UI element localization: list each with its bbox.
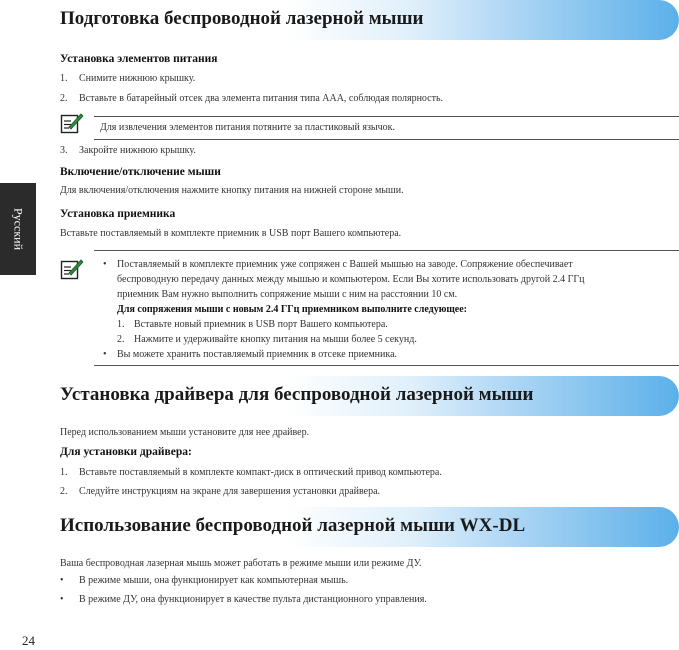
- step-number: 1.: [117, 319, 125, 330]
- section-title-preparation: Подготовка беспроводной лазерной мыши: [60, 8, 424, 29]
- page-number: 24: [22, 633, 35, 648]
- battery-step-1: Снимите нижнюю крышку.: [79, 73, 196, 84]
- section-header-usage: [46, 507, 679, 547]
- step-number: 2.: [60, 486, 68, 497]
- note-divider-top: [94, 250, 679, 251]
- pairing-step-1: Вставьте новый приемник в USB порт Вашего компьютера.: [134, 319, 388, 330]
- battery-step-2: Вставьте в батарейный отсек два элемента питания типа AAA, соблюдая полярность.: [79, 93, 444, 104]
- section-title-usage: Использование беспроводной лазерной мыши WX-DL: [60, 515, 526, 536]
- receiver-note-line-2: беспроводную передачу данных между мышью и компьютером. Если Вы хотите использовать другой 2.4 ГГц: [117, 274, 585, 285]
- step-number: 2.: [60, 93, 68, 104]
- note-icon: [60, 258, 84, 280]
- heading-power: Включение/отключение мыши: [60, 166, 221, 178]
- driver-intro: Перед использованием мыши установите для нее драйвер.: [60, 427, 310, 438]
- heading-driver-install: Для установки драйвера:: [60, 446, 192, 458]
- receiver-note-bold: Для сопряжения мыши с новым 2.4 ГГц приемником выполните следующее:: [117, 304, 467, 315]
- language-label: Русский: [11, 208, 26, 250]
- bullet-marker: •: [60, 575, 64, 586]
- heading-battery: Установка элементов питания: [60, 53, 218, 65]
- usage-intro: Ваша беспроводная лазерная мышь может работать в режиме мыши или режиме ДУ.: [60, 558, 422, 569]
- receiver-note-line-1: Поставляемый в комплекте приемник уже сопряжен с Вашей мышью на заводе. Сопряжение обеспечивает: [117, 259, 573, 270]
- pairing-step-2: Нажмите и удерживайте кнопку питания на мыши более 5 секунд.: [134, 334, 417, 345]
- battery-step-3: Закройте нижнюю крышку.: [79, 145, 196, 156]
- battery-note-text: Для извлечения элементов питания потяните за пластиковый язычок.: [100, 122, 396, 133]
- step-number: 2.: [117, 334, 125, 345]
- receiver-text: Вставьте поставляемый в комплекте приемник в USB порт Вашего компьютера.: [60, 228, 402, 239]
- note-divider-bottom: [94, 365, 679, 366]
- language-side-tab: [0, 183, 36, 275]
- note-icon: [60, 112, 84, 134]
- driver-step-1: Вставьте поставляемый в комплекте компакт-диск в оптический привод компьютера.: [79, 467, 442, 478]
- receiver-note-bullet-2: Вы можете хранить поставляемый приемник в отсеке приемника.: [117, 349, 398, 360]
- bullet-marker: •: [103, 349, 107, 360]
- usage-bullet-2: В режиме ДУ, она функционирует в качестве пульта дистанционного управления.: [79, 594, 427, 605]
- heading-receiver: Установка приемника: [60, 208, 176, 220]
- section-header-preparation: [46, 0, 679, 40]
- step-number: 3.: [60, 145, 68, 156]
- usage-bullet-1: В режиме мыши, она функционирует как компьютерная мышь.: [79, 575, 349, 586]
- bullet-marker: •: [60, 594, 64, 605]
- note-divider-top: [94, 116, 679, 117]
- receiver-note-line-3: приемник Вам нужно выполнить сопряжение мыши с ним на расстоянии 10 см.: [117, 289, 458, 300]
- driver-step-2: Следуйте инструкциям на экране для завершения установки драйвера.: [79, 486, 381, 497]
- section-header-driver: [46, 376, 679, 416]
- note-divider-bottom: [94, 139, 679, 140]
- bullet-marker: •: [103, 259, 107, 270]
- section-title-driver: Установка драйвера для беспроводной лазерной мыши: [60, 384, 534, 405]
- step-number: 1.: [60, 467, 68, 478]
- step-number: 1.: [60, 73, 68, 84]
- power-text: Для включения/отключения нажмите кнопку питания на нижней стороне мыши.: [60, 185, 404, 196]
